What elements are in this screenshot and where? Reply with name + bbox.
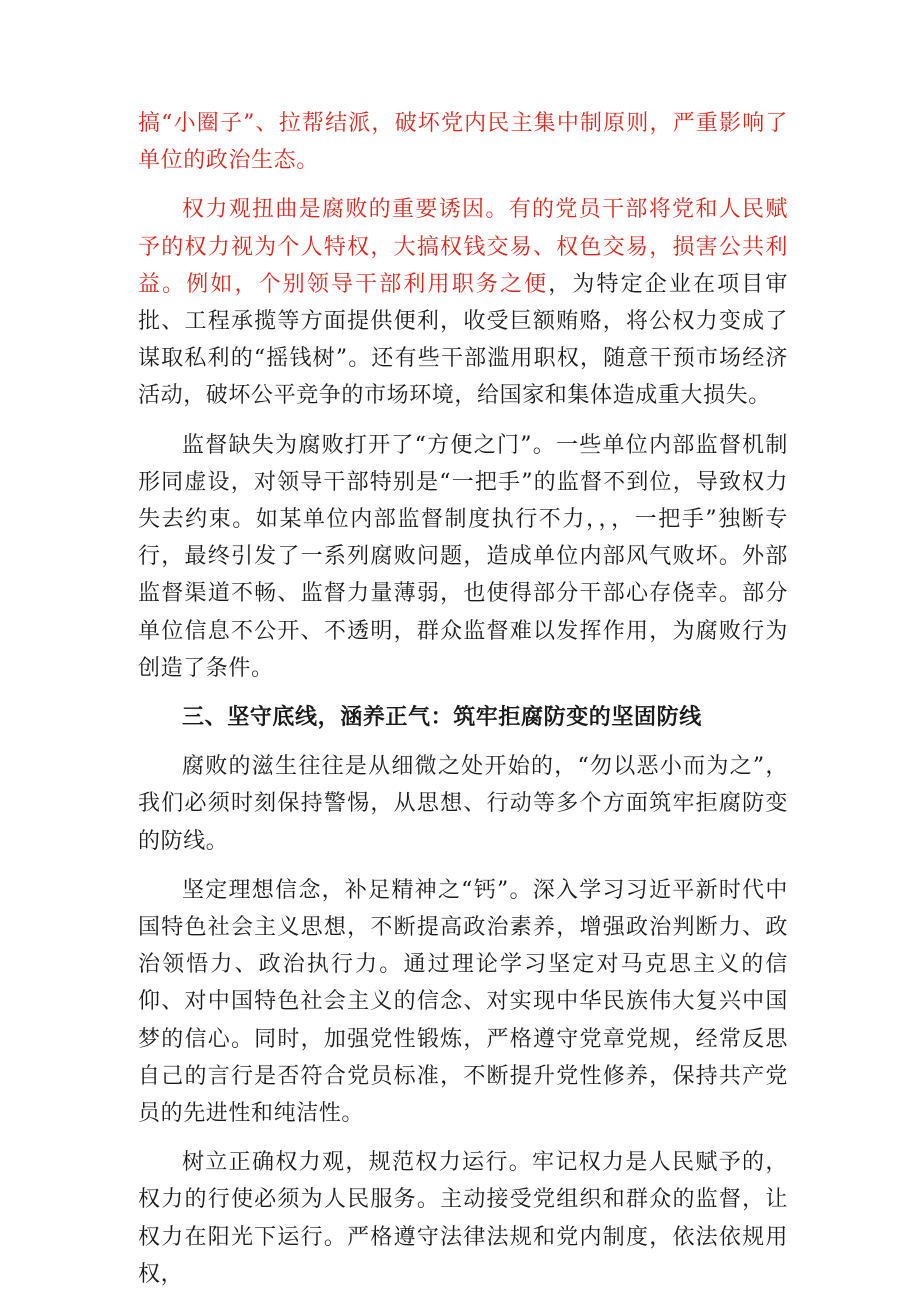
paragraph-power-view (138, 191, 788, 414)
paragraph-text: 搞“小圈子”、拉帮结派，破坏党内民主集中制原则，严重影响了单位的政治生态。 (138, 111, 788, 174)
paragraph-gap (138, 415, 788, 427)
paragraph-power-use (138, 1144, 788, 1293)
paragraph-text: 坚定理想信念，补足精神之“钙”。深入学习习近平新时代中国特色社会主义思想，不断提高政治素养，增强政治判断力、政治领悟力、政治执行力。通过理论学习坚定对马克思主义的信仰、对中国特色社会主义的信念、对实现中华民族伟大复兴中国梦的信心。同时，加强党性锻炼，严格遵守党章党规，经常反思自己的言行是否符合党员标准，不断提升党性修养，保持共产党员的先进性和纯洁性。 (138, 877, 788, 1127)
paragraph-text: 腐败的滋生往往是从细微之处开始的，“勿以恶小而为之”，我们必须时刻保持警惕，从思想、行动等多个方面筑牢拒腐防变的防线。 (138, 754, 788, 854)
paragraph-gap (138, 860, 788, 872)
paragraph-text: ，为特定企业在项目审批、工程承揽等方面提供便利，收受巨额贿赂，将公权力变成了谋取私利的“摇钱树”。还有些干部滥用职权，随意干预市场经济活动，破坏公平竞争的市场环境，给国家和集体造成重大损失。 (138, 271, 788, 409)
section-heading: 三、坚守底线，涵养正气：筑牢拒腐防变的坚固防线 (182, 705, 702, 731)
highlighted-text: 权力观扭曲是腐败的重要诱因。有的党员干部将党和人民赋予的权力视为个人特权，大搞权钱交易、权色交易，损害公共利益。例如，个别领导干部利用职务之便 (138, 197, 788, 297)
paragraph-gap (138, 179, 788, 191)
paragraph-gap (138, 1132, 788, 1144)
paragraph-text: 树立正确权力观，规范权力运行。牢记权力是人民赋予的，权力的行使必须为人民服务。主动接受党组织和群众的监督，让权力在阳光下运行。严格遵守法律法规和党内制度，依法依规用权， (138, 1150, 788, 1287)
paragraph-ideals (138, 872, 788, 1132)
paragraph-continuation (138, 105, 788, 179)
document-body (138, 105, 788, 1293)
paragraph-gap (138, 736, 788, 748)
paragraph-text: 监督缺失为腐败打开了“方便之门”。一些单位内部监督机制形同虚设，对领导干部特别是“一把手”的监督不到位，导致权力失去约束。如某单位内部监督制度执行不力，，，一把手”独断专行，最终引发了一系列腐败问题，造成单位内部风气败坏。外部监督渠道不畅、监督力量薄弱，也使得部分干部心存侥幸。部分单位信息不公开、不透明，群众监督难以发挥作用，为腐败行为创造了条件。 (138, 432, 788, 681)
paragraph-intro (138, 748, 788, 860)
paragraph-supervision (138, 427, 788, 687)
paragraph-gap (138, 687, 788, 699)
